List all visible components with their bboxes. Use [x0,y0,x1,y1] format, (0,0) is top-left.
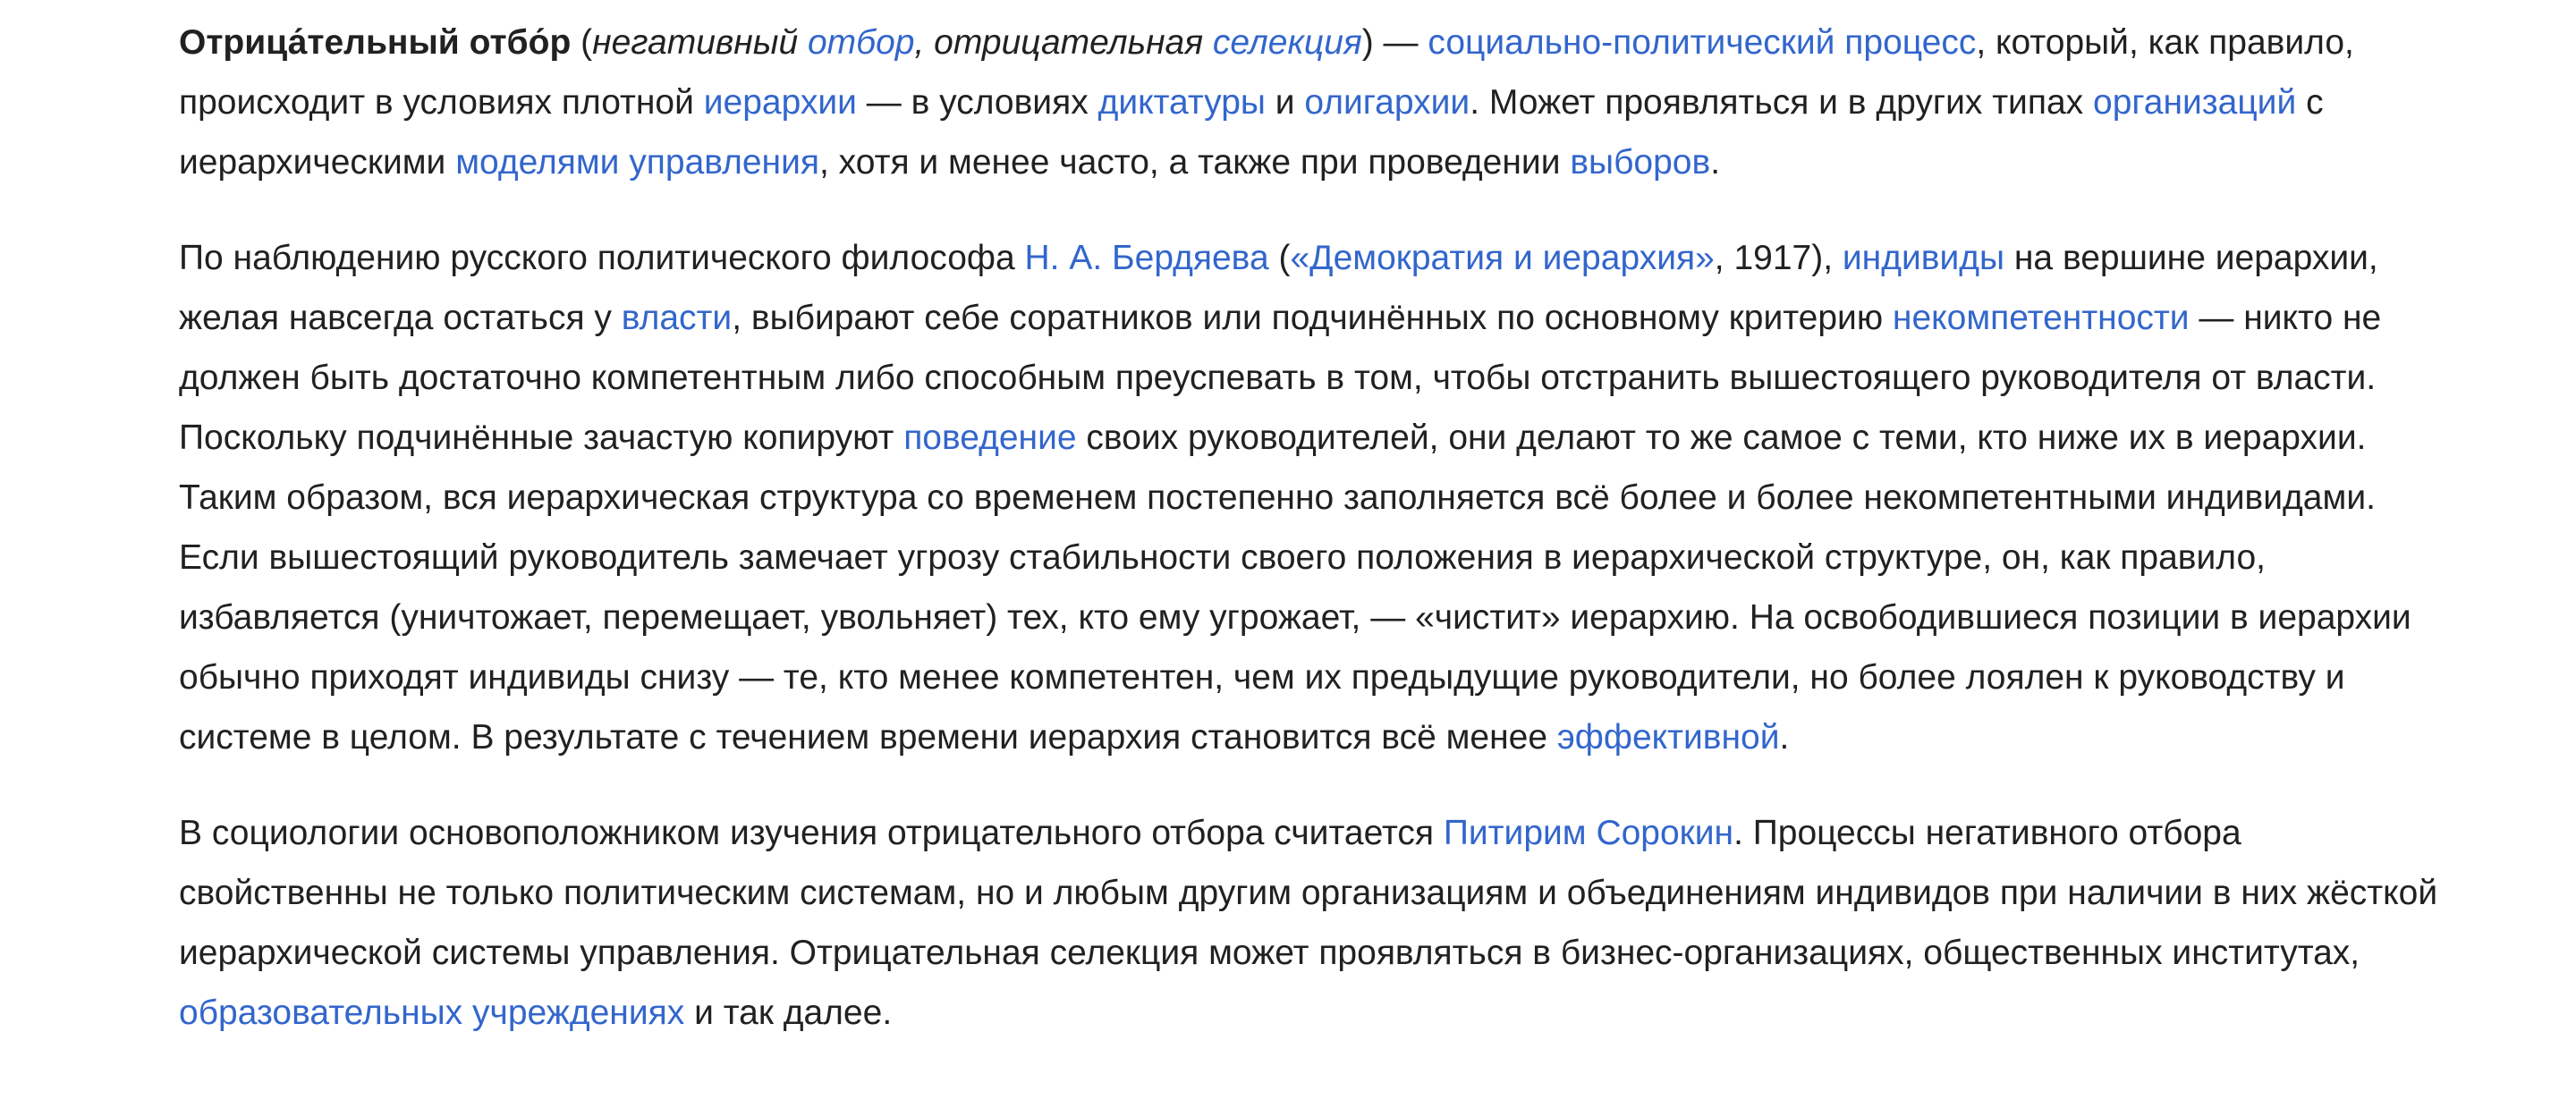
text: ( [1268,239,1291,277]
text: своих руководителей, они делают то же самое с теми, кто ниже их в иерархии. Таким образом, вся иерархическая структура со временем постепенно заполняется всё более и более некомпетентными индивидами. Если вышестоящий руководитель замечает угрозу стабильности своего положения в иерархической структуре, он, как правило, избавляется (уничтожает, перемещает, увольняет) тех, кто ему угрожает, — «чистит» иерархию. На освободившиеся позиции в иерархии обычно приходят индивиды снизу — те, кто менее компетентен, чем их предыдущие руководители, но более лоялен к руководству и системе в целом. В результате с течением времени иерархия становится всё менее [179,419,2411,757]
link-vlasti[interactable]: власти [621,299,733,337]
link-oligarhii[interactable]: олигархии [1304,83,1470,122]
link-ierarhii[interactable]: иерархии [703,83,857,122]
italic-link-wrapper [1213,23,1362,62]
link-demokratiya-i-ierarhiya[interactable]: «Демократия и иерархия» [1290,239,1715,277]
text: . [1710,143,1721,182]
text: , выбирают себе соратников или подчинённых по основному критерию [732,299,1893,337]
link-vyborov[interactable]: выборов [1570,143,1711,182]
paragraph-1 [179,13,2451,192]
text: и [1265,83,1305,122]
text: — никто не должен быть достаточно компетентным либо способным преуспевать в том, чтобы отстранить вышестоящего руководителя от власти. Поскольку подчинённые зачастую копируют [179,299,2382,457]
link-povedenie[interactable]: поведение [903,419,1077,457]
article-body [179,13,2451,1078]
text: По наблюдению русского политического философа [179,239,1025,277]
link-nekompetentnosti[interactable]: некомпетентности [1892,299,2190,337]
text: , который, как правило, происходит в условиях плотной [179,23,2354,122]
italic-text: , отрицательная [914,23,1213,62]
text: и так далее. [684,994,893,1032]
text: на вершине иерархии, желая навсегда остаться у [179,239,2378,337]
text: — в условиях [856,83,1098,122]
text: . [1779,718,1790,757]
link-effektivnoy[interactable]: эффективной [1556,718,1780,757]
link-obrazovatelnyh-uchrezhdeniyah[interactable]: образовательных учреждениях [179,994,685,1032]
text: . Процессы негативного отбора свойственны не только политическим системам, но и любым другим организациям и объединениям индивидов при наличии в них жёсткой иерархической системы управления. Отрицательная селекция может проявляться в бизнес-организациях, общественных институтах, [179,814,2438,972]
paragraph-2 [179,228,2451,767]
link-organizaciy[interactable]: организаций [2093,83,2297,122]
italic-text: негативный [592,23,808,62]
link-otbor[interactable]: отбор [807,23,915,62]
link-individy[interactable]: индивиды [1842,239,2005,277]
link-berdyaev[interactable]: Н. А. Бердяева [1024,239,1269,277]
article-term: Отрица́тельный отбо́р [179,23,572,62]
paragraph-3 [179,803,2451,1043]
text: ( [571,23,593,62]
link-modelyami-upravleniya[interactable]: моделями управления [455,143,820,182]
text: , 1917), [1714,239,1843,277]
text: ) — [1361,23,1428,62]
text: . Может проявляться и в других типах [1470,83,2093,122]
link-selekciya[interactable]: селекция [1212,23,1362,62]
text: В социологии основоположником изучения отрицательного отбора считается [179,814,1444,852]
text: с иерархическими [179,83,2324,182]
italic-link-wrapper [808,23,915,62]
link-pitirim-sorokin[interactable]: Питирим Сорокин [1443,814,1734,852]
link-diktatury[interactable]: диктатуры [1097,83,1266,122]
text: , хотя и менее часто, а также при проведении [819,143,1571,182]
link-socialno-politicheskiy-process[interactable]: социально-политический процесс [1428,23,1977,62]
